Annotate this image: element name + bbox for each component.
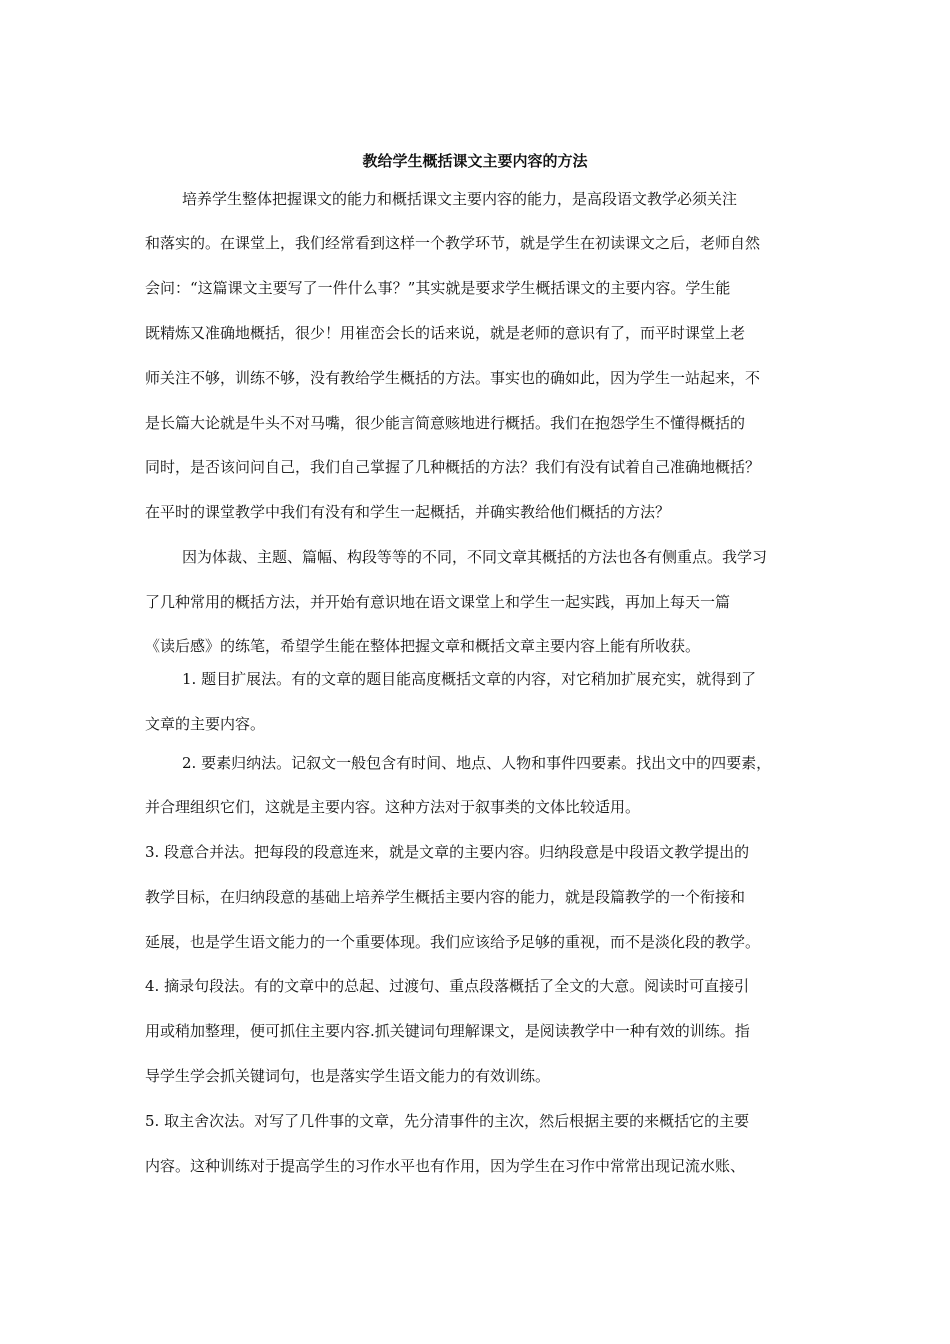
list-item-4: 4. 摘录句段法。有的文章中的总起、过渡句、重点段落概括了全文的大意。阅读时可直接引 xyxy=(145,977,750,995)
document-title: 教给学生概括课文主要内容的方法 xyxy=(362,152,588,170)
text-line: 延展，也是学生语文能力的一个重要体现。我们应该给予足够的重视，而不是淡化段的教学。 xyxy=(145,933,761,951)
list-item-1: 1. 题目扩展法。有的文章的题目能高度概括文章的内容，对它稍加扩展充实，就得到了 xyxy=(182,670,757,688)
text-line: 和落实的。在课堂上，我们经常看到这样一个教学环节，就是学生在初读课文之后，老师自然 xyxy=(145,234,761,252)
text-line: 《读后感》的练笔，希望学生能在整体把握文章和概括文章主要内容上能有所收获。 xyxy=(145,637,701,655)
text-line: 是长篇大论就是牛头不对马嘴，很少能言简意赅地进行概括。我们在抱怨学生不懂得概括的 xyxy=(145,414,746,432)
text-line: 文章的主要内容。 xyxy=(145,715,266,733)
text-line: 导学生学会抓关键词句，也是落实学生语文能力的有效训练。 xyxy=(145,1067,551,1085)
text-line: 了几种常用的概括方法，并开始有意识地在语文课堂上和学生一起实践，再加上每天一篇 xyxy=(145,593,731,611)
text-line: 师关注不够，训练不够，没有教给学生概括的方法。事实也的确如此，因为学生一站起来，不 xyxy=(145,369,761,387)
text-line: 会问：“这篇课文主要写了一件什么事？”其实就是要求学生概括课文的主要内容。学生能 xyxy=(145,279,731,297)
list-item-5: 5. 取主舍次法。对写了几件事的文章，先分清事件的主次，然后根据主要的来概括它的主要 xyxy=(145,1112,750,1130)
text-line: 在平时的课堂教学中我们有没有和学生一起概括，并确实教给他们概括的方法？ xyxy=(145,503,671,521)
text-line: 用或稍加整理，便可抓住主要内容.抓关键词句理解课文，是阅读教学中一种有效的训练。指 xyxy=(145,1022,750,1040)
list-item-3: 3. 段意合并法。把每段的段意连来，就是文章的主要内容。归纳段意是中段语文教学提出的 xyxy=(145,843,750,861)
text-line: 内容。这种训练对于提高学生的习作水平也有作用，因为学生在习作中常常出现记流水账、 xyxy=(145,1157,746,1175)
text-line: 因为体裁、主题、篇幅、构段等等的不同，不同文章其概括的方法也各有侧重点。我学习 xyxy=(182,548,768,566)
text-line: 同时，是否该问问自己，我们自己掌握了几种概括的方法？我们有没有试着自己准确地概括？ xyxy=(145,458,761,476)
text-line: 既精炼又准确地概括，很少！用崔峦会长的话来说，就是老师的意识有了，而平时课堂上老 xyxy=(145,324,746,342)
text-line: 教学目标，在归纳段意的基础上培养学生概括主要内容的能力，就是段篇教学的一个衔接和 xyxy=(145,888,746,906)
text-line: 培养学生整体把握课文的能力和概括课文主要内容的能力，是高段语文教学必须关注 xyxy=(182,190,738,208)
text-line: 并合理组织它们，这就是主要内容。这种方法对于叙事类的文体比较适用。 xyxy=(145,798,641,816)
list-item-2: 2. 要素归纳法。记叙文一般包含有时间、地点、人物和事件四要素。找出文中的四要素， xyxy=(182,754,772,772)
